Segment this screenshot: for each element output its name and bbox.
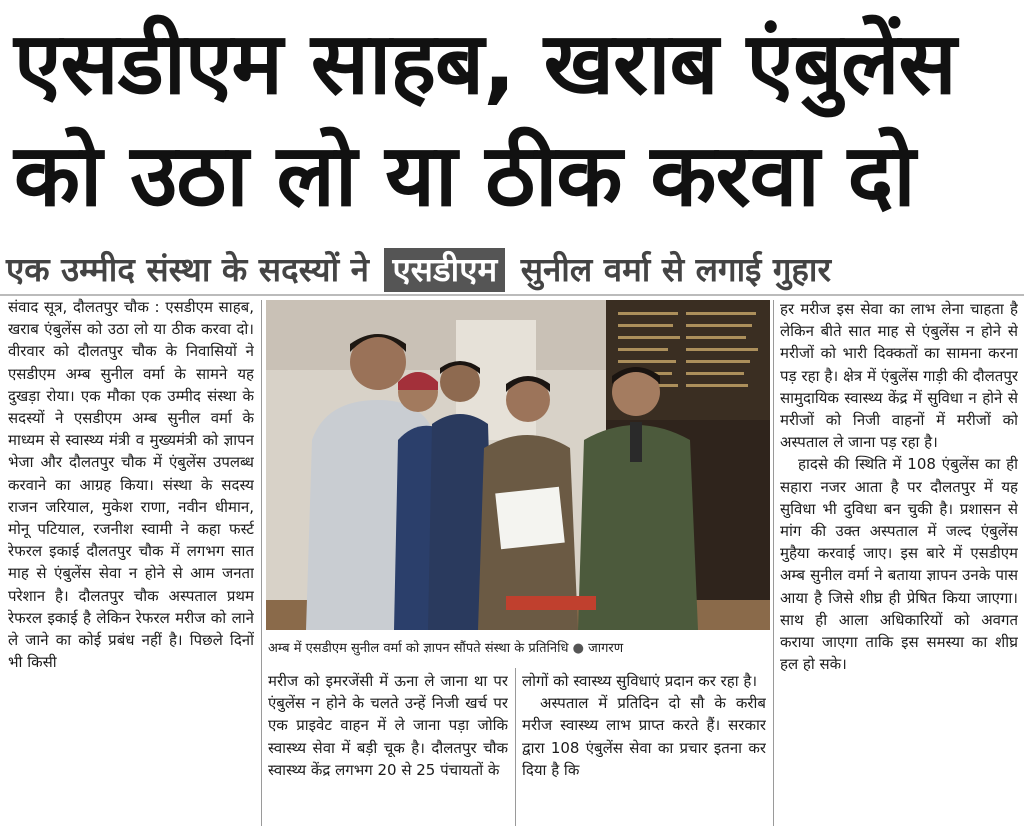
article-column-4 (780, 298, 1018, 828)
caption-text: अम्ब में एसडीएम सुनील वर्मा को ज्ञापन सौंपते संस्था के प्रतिनिधि (268, 641, 569, 656)
column-3-paragraph: अस्पताल में प्रतिदिन दो सौ के करीब मरीज स्वास्थ्य लाभ प्राप्त करते हैं। सरकार द्वारा 108 एंबुलेंस सेवा का प्रचार इतना कर दिया है कि (522, 694, 766, 779)
headline-line-1: एसडीएम साहब, खराब एंबुलेंस (14, 14, 956, 114)
bullet-icon: ● (572, 641, 584, 656)
column-divider (515, 668, 516, 826)
subheadline (6, 246, 1016, 294)
photo-credit: जागरण (588, 641, 624, 656)
subheadline-before: एक उम्मीद संस्था के सदस्यों ने (6, 250, 369, 289)
column-divider (773, 300, 774, 826)
column-3-paragraph: लोगों को स्वास्थ्य सुविधाएं प्रदान कर रहा है। (522, 672, 758, 690)
column-2-paragraph: मरीज को इमरजेंसी में ऊना ले जाना था पर एंबुलेंस न होने के चलते उन्हें निजी खर्च पर एक प्राइवेट वाहन में ले जाना पड़ा जोकि स्वास्थ्य सेवा में बड़ी चूक है। दौलतपुर चौक स्वास्थ्य केंद्र लगभग 20 से 25 पंचायतों के (268, 672, 508, 779)
article-column-3 (522, 670, 766, 826)
subheadline-highlight: एसडीएम (384, 248, 505, 292)
column-1-paragraph: संवाद सूत्र, दौलतपुर चौक : एसडीएम साहब, खराब एंबुलेंस को उठा लो या ठीक करवा दो। वीरवार को दौलतपुर चौक के निवासियों ने एसडीएम अम्ब सुनील वर्मा के सामने यह दुखड़ा रोया। एक मौका एक उम्मीद संस्था के सदस्यों ने एसडीएम अम्ब सुनील वर्मा के माध्यम से स्वास्थ्य मंत्री व मुख्यमंत्री को ज्ञापन भेजा और दौलतपुर चौक में एंबुलेंस उपलब्ध करवाने का आग्रह किया। संस्था के सदस्य राजन जरियाल, मुकेश राणा, नवीन धीमान, मोनू पटियाल, रजनीश स्वामी ने कहा फर्स्ट रेफरल इकाई दौलतपुर चौक में लगभग सात माह से एंबुलेंस सेवा न होने से आम जनता परेशान है। दौलतपुर चौक अस्पताल प्रथम रेफरल इकाई है लेकिन रेफरल मरीज को लाने ले जाने का कोई प्रबंध नहीं है। पिछले दिनों भी किसी (8, 298, 254, 672)
headline-line-2: को उठा लो या ठीक करवा दो (14, 126, 915, 226)
column-4-paragraph: हादसे की स्थिति में 108 एंबुलेंस का ही सहारा नजर आता है पर दौलतपुर में यह सुविधा भी दुविधा बन चुकी है। प्रशासन से मांग की उक्त अस्पताल में जल्द एंबुलेंस मुहैया करवाई जाए। इस बारे में एसडीएम अम्ब सुनील वर्मा ने बताया ज्ञापन उनके पास आया है जिसे शीघ्र ही प्रेषित किया जाएगा। साथ ही आला अधिकारियों को अवगत कराया जाएगा ताकि इस समस्या का शीघ्र हल हो सके। (780, 455, 1018, 674)
photo-caption (268, 636, 768, 662)
column-divider (261, 300, 262, 826)
news-photo (266, 300, 770, 630)
subheadline-after: सुनील वर्मा से लगाई गुहार (520, 250, 831, 289)
article-column-2 (268, 670, 508, 826)
article-column-1 (8, 296, 254, 826)
headline (14, 8, 1014, 232)
photo-illustration (266, 300, 770, 630)
column-4-paragraph: हर मरीज इस सेवा का लाभ लेना चाहता है लेकिन बीते सात माह से एंबुलेंस न होने से मरीजों को भारी दिक्कतों का सामना करना पड़ रहा है। क्षेत्र में एंबुलेंस गाड़ी की दौलतपुर सामुदायिक स्वास्थ्य केंद्र में सुविधा न होने से मरीजों को निजी वाहनों में मरीजों को अस्पताल ले जाना पड़ रहा है। (780, 300, 1018, 452)
